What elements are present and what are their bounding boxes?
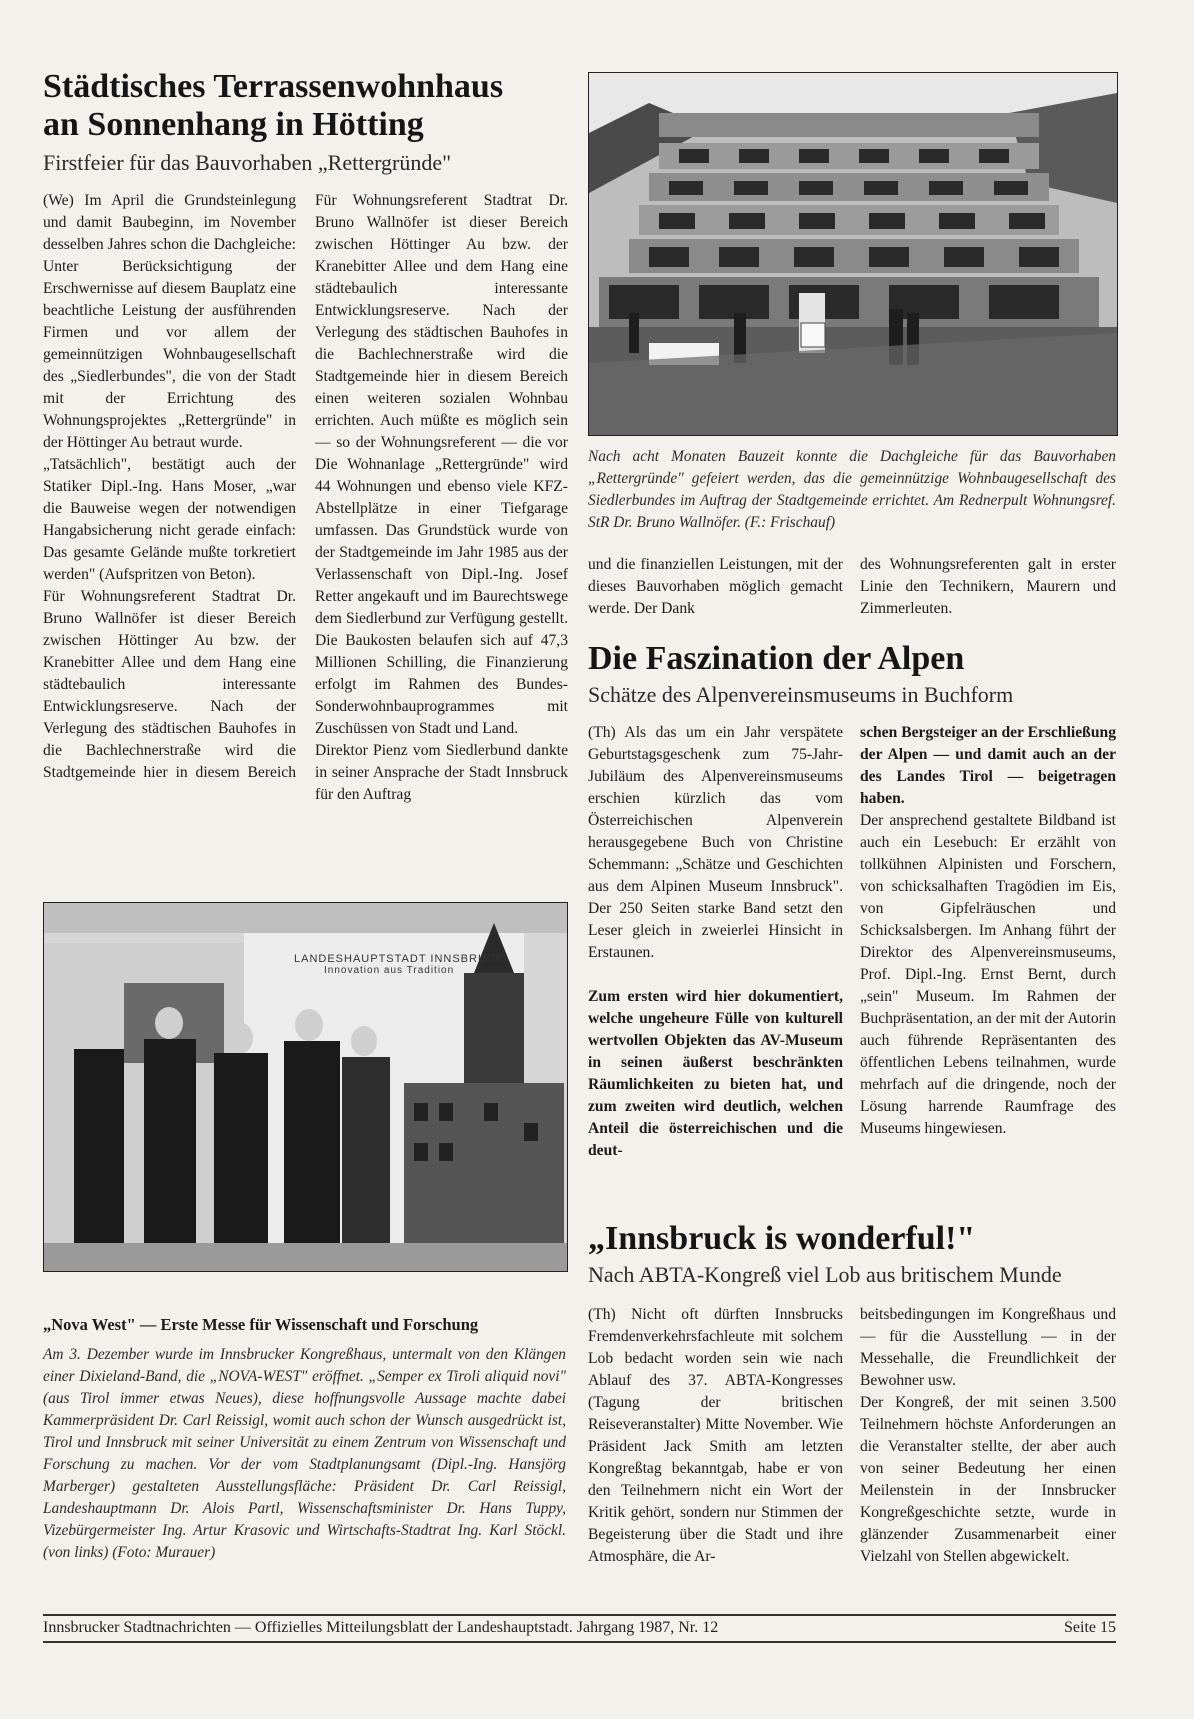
article1-column-2 [315, 190, 568, 806]
exhibit-sign-line2: Innovation aus Tradition [324, 965, 455, 976]
article2-headline: Die Faszination der Alpen [588, 640, 965, 677]
article3-header [588, 1220, 1116, 1288]
article2-column-2 [860, 722, 1116, 1140]
article3-paragraph: Der Kongreß, der mit seinen 3.500 Teilnehmern höchste Anforderungen an die Veranstalter stellte, der aber auch von seiner Bedeutung her einen Meilenstein in der Innsbrucker Kongreßgeschichte setzte, wurde in glänzender Zusammenarbeit einer Vielzahl von Stellen abgewickelt. [860, 1394, 1116, 1565]
article1-continued-text [315, 190, 568, 454]
footer-rule [43, 1614, 1116, 1616]
article1-headline-line1: Städtisches Terrassenwohnhaus [43, 68, 504, 105]
exhibit-sign [294, 953, 504, 976]
article1-paragraph: (We) Im April die Grundsteinlegung und damit Baubeginn, im November desselben Jahres schon die Dachgleiche: Unter Berücksichtigung der Erschwernisse auf diesem Bauplatz eine beachtliche Leistung der ausführenden Firmen und vor allem der gemeinnützigen Wohnbaugesellschaft des „Siedlerbundes", die von der Stadt mit der Errichtung des Wohnungsprojektes „Rettergründe" in der Höttinger Au betraut wurde. [43, 192, 296, 451]
exhibit-sign-line1: LANDESHAUPTSTADT INNSBRUCK [294, 953, 505, 965]
article1-col2-overflow: Für Wohnungsreferent Stadtrat Dr. Bruno Wallnöfer ist dieser Bereich zwischen Höttinger Au bzw. der Kranebitter Allee und dem Hang eine städtebaulich interessante Entwicklungsreserve. Nach der Verlegung des städtischen Bauhofes in die Bachlechnerstraße wird die Stadtgemeinde hier in diesem Bereich einen weiteren sozialen Wohnbau errichten. Auch müßte es möglich sein — so der Wohnungsreferent — die vor [315, 192, 568, 451]
article2-bold-paragraph: schen Bergsteiger an der Erschließung der Alpen — und damit auch an der des Landes Tirol — beigetragen haben. [860, 724, 1116, 807]
building-photo-caption: Nach acht Monaten Bauzeit konnte die Dachgleiche für das Bauvorhaben „Rettergründe" gefeiert werden, das die gemeinnützige Wohnbaugesellschaft des Siedlerbundes im Auftrag der Stadtgemeinde errichtet. Am Rednerpult Wohnungsref. StR Dr. Bruno Wallnöfer. (F.: Frischauf) [588, 448, 1116, 531]
article2-subheadline: Schätze des Alpenvereinsmuseums in Buchform [588, 682, 1014, 707]
article2-header [588, 640, 1116, 708]
article1-paragraph: „Tatsächlich", bestätigt auch der Statiker Dipl.-Ing. Hans Moser, „war die Bauweise wegen der notwendigen Hangabsicherung nicht gerade einfach: Das gesamte Gelände mußte torkretiert werden" (Aufspritzen von Beton). [43, 456, 296, 583]
nova-west-photo [43, 902, 568, 1272]
article3-column-2 [860, 1304, 1116, 1568]
article1-paragraph: Direktor Pienz vom Siedlerbund dankte in seiner Ansprache der Stadt Innsbruck für den Auftrag [315, 742, 568, 803]
article1-paragraph: und die finanziellen Leistungen, mit der dieses Bauvorhaben möglich gemacht werde. Der Dank [588, 556, 843, 617]
article1-paragraph: des Wohnungsreferenten galt in erster Linie den Technikern, Maurern und Zimmerleuten. [860, 556, 1116, 617]
nova-west-caption: Am 3. Dezember wurde im Innsbrucker Kongreßhaus, untermalt von den Klängen einer Dixieland-Band, die „NOVA-WEST" eröffnet. „Semper ex Tiroli aliquid novi" (aus Tirol immer etwas Neues), diese hoffnungsvolle Aussage machte dabei Kammerpräsident Dr. Carl Reissigl, womit auch schon der Wunsch ausgedrückt ist, Tirol und Innsbruck mit seiner Universität zu einem Zentrum von Wissenschaft und Forschung zu machen. Vor der vom Stadtplanungsamt (Dipl.-Ing. Hansjörg Marberger) gestalteten Ausstellungsfläche: Präsident Dr. Carl Reissigl, Landeshauptmann Dr. Alois Partl, Wissenschaftsminister Dr. Hans Tuppy, Vizebürgermeister Ing. Artur Krasovic und Wirtschafts-Stadtrat Ing. Karl Stöckl. (von links) (Foto: Murauer) [43, 1346, 566, 1561]
article1-column-1 [43, 190, 296, 784]
nova-west-title: „Nova West" — Erste Messe für Wissenschaft und Forschung [43, 1315, 479, 1334]
article2-bold-paragraph: Zum ersten wird hier dokumentiert, welche ungeheure Fülle von kulturell wertvollen Objekten das AV-Museum in seinen äußerst beschränkten Räumlichkeiten zu bieten hat, und zum zweiten wird deutlich, welchen Anteil die österreichischen und die deut- [588, 988, 843, 1159]
article3-paragraph: (Th) Nicht oft dürften Innsbrucks Fremdenverkehrsfachleute mit solchem Lob bedacht worden sein wie nach Ablauf des 37. ABTA-Kongresses (Tagung der britischen Reiseveranstalter) Mitte November. Wie Präsident Jack Smith am letzten Kongreßtag bekanntgab, habe er von den Teilnehmern nicht ein Wort der Kritik gehört, sondern nur Stimmen der Begeisterung über die Stadt und ihre Atmosphäre, die Ar- [588, 1306, 843, 1565]
article2-paragraph: (Th) Als das um ein Jahr verspätete Geburtstagsgeschenk zum 75-Jahr-Jubiläum des Alpenvereinsmuseums erschien kürzlich das vom Österreichischen Alpenverein herausgegebene Buch von Christine Schemmann: „Schätze und Geschichten aus dem Alpinen Museum Innsbruck". Der 250 Seiten starke Band setzt den Leser gleich in zweierlei Hinsicht in Erstaunen. [588, 724, 843, 961]
building-photo-image [589, 73, 1117, 435]
article1-column-4 [860, 554, 1116, 620]
article3-paragraph: beitsbedingungen im Kongreßhaus und — für die Ausstellung — in der Messehalle, die Freundlichkeit der Bewohner usw. [860, 1306, 1116, 1389]
article1-header [43, 68, 588, 176]
article1-paragraph: Für Wohnungsreferent Stadtrat Dr. Bruno Wallnöfer ist dieser Bereich zwischen Höttinger Au bzw. der Kranebitter Allee und dem Hang eine städtebaulich interessante Entwicklungsreserve. Nach der Verlegung des städtischen Bauhofes in die Bachlechnerstraße wird die Stadtgemeinde hier in diesem Bereich [43, 588, 296, 781]
footer-publication: Innsbrucker Stadtnachrichten — Offizielles Mitteilungsblatt der Landeshauptstadt. Jahrgang 1987, Nr. 12 [43, 1619, 719, 1636]
article1-headline-line2: an Sonnenhang in Hötting [43, 106, 424, 143]
article1-subheadline: Firstfeier für das Bauvorhaben „Rettergründe" [43, 150, 452, 175]
article1-paragraph: Die Wohnanlage „Rettergründe" wird 44 Wohnungen und ebenso viele KFZ-Abstellplätze in einer Tiefgarage umfassen. Das Grundstück wurde von der Stadtgemeinde im Jahr 1985 aus der Verlassenschaft von Dipl.-Ing. Josef Retter angekauft und im Baurechtswege dem Siedlerbund zur Verfügung gestellt. Die Baukosten belaufen sich auf 47,3 Millionen Schilling, die Finanzierung erfolgt im Rahmen des Bundes-Sonderwohnbauprogrammes mit Zuschüssen von Stadt und Land. [315, 456, 568, 737]
article3-subheadline: Nach ABTA-Kongreß viel Lob aus britischem Munde [588, 1262, 1062, 1287]
article3-column-1 [588, 1304, 843, 1568]
article2-paragraph: Der ansprechend gestaltete Bildband ist auch ein Lesebuch: Er erzählt von tollkühnen Alpinisten und Forschern, von schicksalhaften Tragödien im Eis, von Gipfelräuschen und Schicksalsbergen. Im Anhang führt der Direktor des Alpenvereinsmuseums, Prof. Dipl.-Ing. Ernst Bernt, durch „sein" Museum. Im Rahmen der Buchpräsentation, an der mit der Autorin auch führende Repräsentanten des öffentlichen Lebens teilnahmen, wurde mehrfach auf die dringende, noch der Lösung harrende Raumfrage des Museums hingewiesen. [860, 812, 1116, 1137]
article1-column-3 [588, 554, 843, 620]
article2-column-1 [588, 722, 843, 1162]
footer-rule-bottom [43, 1641, 1116, 1643]
page-number: Seite 15 [1064, 1619, 1116, 1636]
building-photo [588, 72, 1118, 436]
article3-headline: „Innsbruck is wonderful!" [588, 1220, 976, 1257]
